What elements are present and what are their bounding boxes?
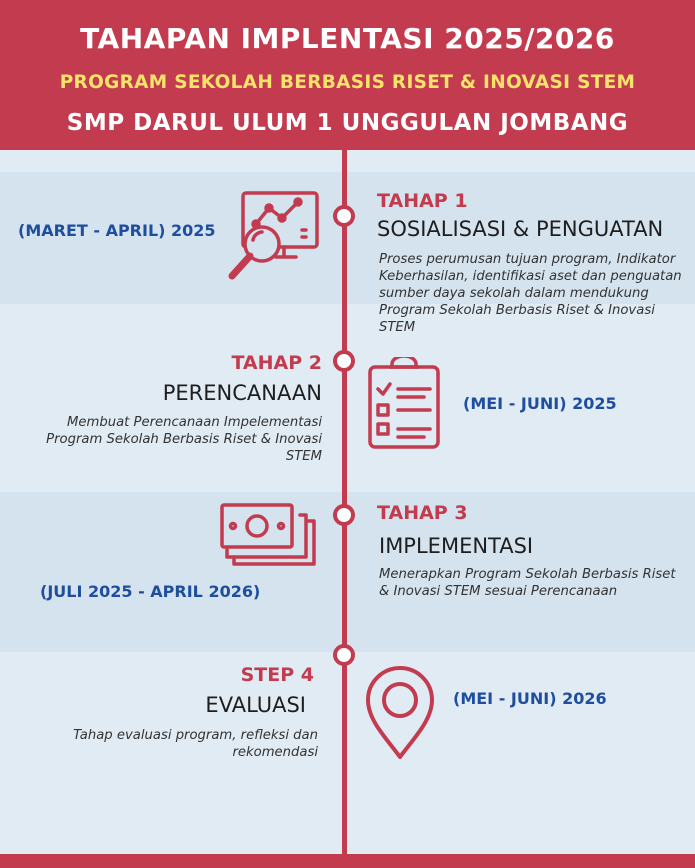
stage-4-label: STEP 4 [240, 664, 314, 686]
stage-2-description: Membuat Perencanaan Impelementasi Program Sekolah Berbasis Riset & Inovasi STEM [46, 415, 322, 464]
stage-1-date: (MARET - APRIL) 2025 [18, 221, 216, 240]
stage-3-title: IMPLEMENTASI [379, 534, 534, 558]
stage-2-label: TAHAP 2 [231, 352, 322, 374]
stage-2-date: (MEI - JUNI) 2025 [463, 394, 617, 413]
timeline-node-1 [333, 205, 355, 227]
stage-4-description: Tahap evaluasi program, refleksi dan rekomendasi [73, 728, 318, 760]
timeline-node-4 [333, 644, 355, 666]
program-subtitle: PROGRAM SEKOLAH BERBASIS RISET & INOVASI STEM [59, 72, 636, 93]
money-stack-icon [220, 503, 318, 571]
footer-bar [0, 854, 695, 868]
stage-1-title: SOSIALISASI & PENGUATAN [377, 217, 664, 241]
stage-1-description: Proses perumusan tujuan program, Indikator Keberhasilan, identifikasi aset dan penguatan sumber daya sekolah dalam mendukung Program Sekolah Berbasis Riset & Inovasi STEM [379, 252, 682, 335]
stage-3-description: Menerapkan Program Sekolah Berbasis Riset & Inovasi STEM sesuai Perencanaan [379, 567, 676, 599]
stage-3-label: TAHAP 3 [377, 502, 468, 524]
stage-3-date: (JULI 2025 - APRIL 2026) [40, 582, 261, 601]
stage-4-title: EVALUASI [205, 693, 306, 717]
stage-4-date: (MEI - JUNI) 2026 [453, 689, 607, 708]
clipboard-checklist-icon [366, 357, 442, 451]
location-pin-icon [364, 664, 436, 762]
stage-1-label: TAHAP 1 [377, 190, 468, 212]
timeline-node-3 [333, 504, 355, 526]
data-analysis-icon [226, 190, 321, 282]
header-banner [0, 0, 695, 150]
timeline-node-2 [333, 350, 355, 372]
timeline-line [342, 150, 347, 856]
school-name: SMP DARUL ULUM 1 UNGGULAN JOMBANG [66, 110, 629, 136]
page-title: TAHAPAN IMPLENTASI 2025/2026 [80, 22, 615, 55]
stage-2-title: PERENCANAAN [162, 381, 322, 405]
